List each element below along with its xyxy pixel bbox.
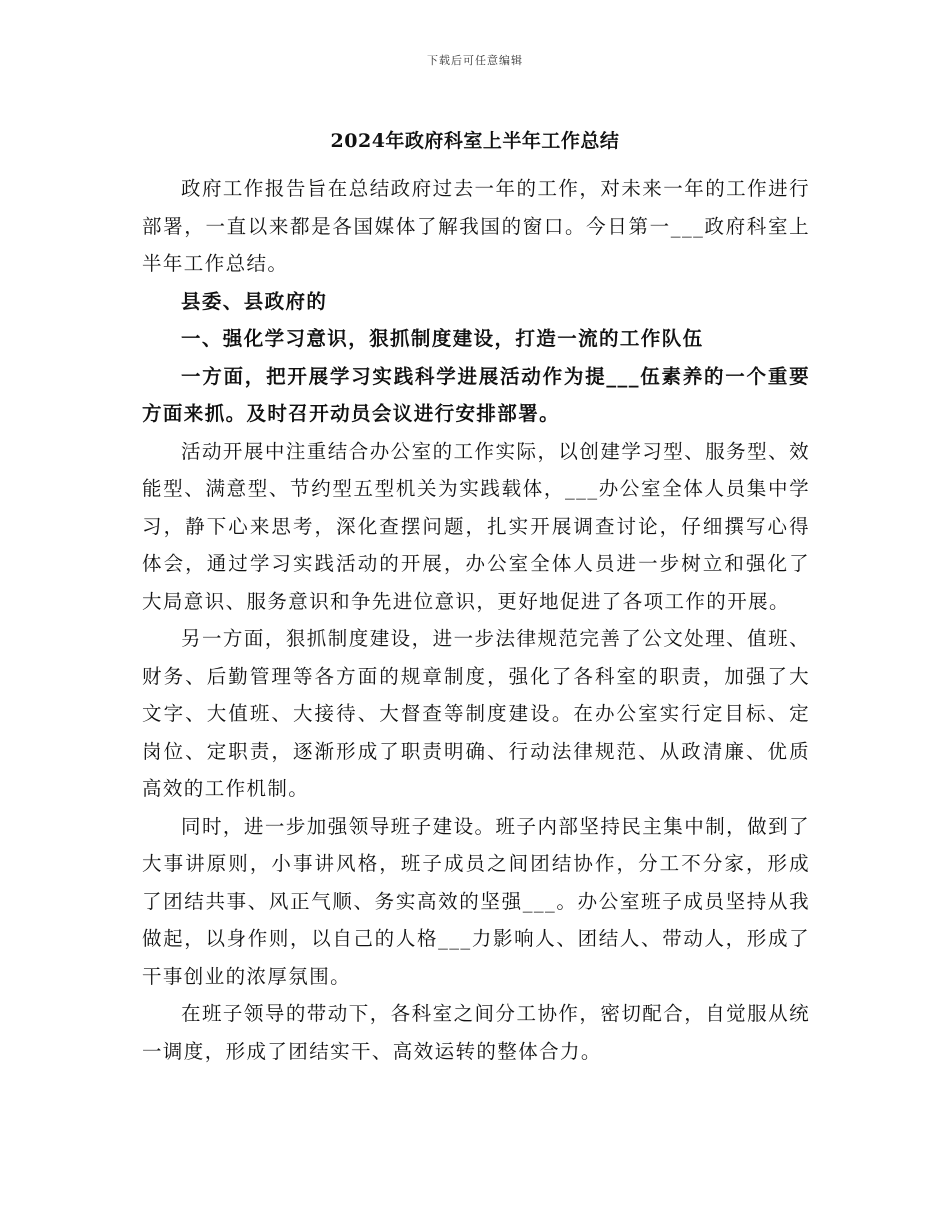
- paragraph: 同时，进一步加强领导班子建设。班子内部坚持民主集中制，做到了大事讲原则，小事讲风格，班子成员之间团结协作，分工不分家，形成了团结共事、风正气顺、务实高效的坚强___。办公室班子成员坚持从我做起，以身作则，以自己的人格___力影响人、团结人、带动人，形成了干事创业的浓厚氛围。: [142, 814, 810, 988]
- bold-paragraph: 一方面，把开展学习实践科学进展活动作为提___伍素养的一个重要方面来抓。及时召开动员会议进行安排部署。: [142, 364, 810, 425]
- paragraph: 活动开展中注重结合办公室的工作实际，以创建学习型、服务型、效能型、满意型、节约型五型机关为实践载体，___办公室全体人员集中学习，静下心来思考，深化查摆问题，扎实开展调查讨论，仔细撰写心得体会，通过学习实践活动的开展，办公室全体人员进一步树立和强化了大局意识、服务意识和争先进位意识，更好地促进了各项工作的开展。: [142, 439, 810, 613]
- section-lead: 县委、县政府的: [181, 289, 328, 313]
- document-body: [142, 170, 810, 1070]
- section-heading: 一、强化学习意识，狠抓制度建设，打造一流的工作队伍: [181, 327, 704, 350]
- paragraph: 在班子领导的带动下，各科室之间分工协作，密切配合，自觉服从统一调度，形成了团结实干、高效运转的整体合力。: [142, 1002, 810, 1063]
- paragraph: 另一方面，狠抓制度建设，进一步法律规范完善了公文处理、值班、财务、后勤管理等各方面的规章制度，强化了各科室的职责，加强了大文字、大值班、大接待、大督查等制度建设。在办公室实行定目标、定岗位、定职责，逐渐形成了职责明确、行动法律规范、从政清廉、优质高效的工作机制。: [142, 627, 810, 800]
- document-title: 2024年政府科室上半年工作总结: [330, 130, 620, 152]
- page-header-note: 下载后可任意编辑: [427, 54, 523, 67]
- paragraph: 政府工作报告旨在总结政府过去一年的工作，对未来一年的工作进行部署，一直以来都是各国媒体了解我国的窗口。今日第一___政府科室上半年工作总结。: [142, 177, 810, 275]
